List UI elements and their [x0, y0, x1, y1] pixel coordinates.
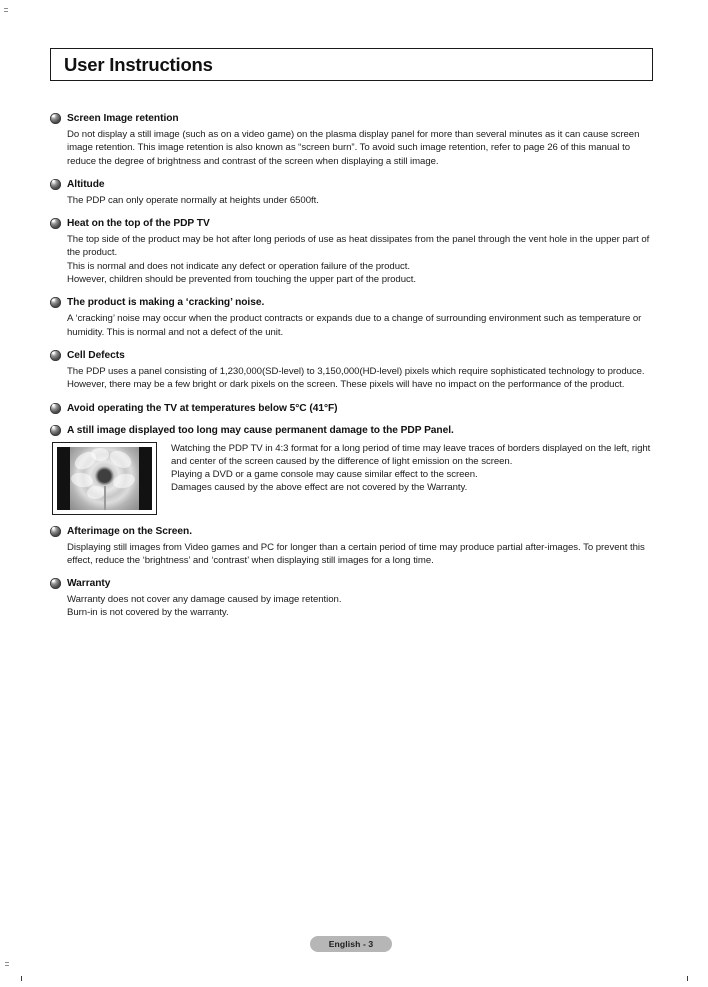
sphere-bullet-icon [50, 526, 61, 537]
section-heading-label: Altitude [67, 178, 105, 190]
section-cracking-noise [50, 296, 653, 339]
section-heading [50, 577, 653, 590]
body-line: The PDP can only operate normally at heights under 6500ft. [67, 194, 319, 206]
section-heading [50, 112, 653, 125]
section-heading [50, 217, 653, 230]
section-body [50, 365, 653, 392]
page-footer-label: English - 3 [328, 939, 374, 949]
petal-shape [106, 447, 134, 471]
section-heat-on-top [50, 217, 653, 286]
page-footer-badge [310, 936, 392, 952]
pillarbox-bar-right [139, 447, 152, 510]
section-heading-label: A still image displayed too long may cause permanent damage to the PDP Panel. [67, 424, 454, 436]
body-line: However, children should be prevented from touching the upper part of the product. [67, 274, 416, 286]
body-line: Playing a DVD or a game console may cause similar effect to the screen. [171, 469, 478, 481]
sphere-bullet-icon [50, 425, 61, 436]
sphere-bullet-icon [50, 350, 61, 361]
petal-shape [90, 448, 108, 461]
section-body [50, 312, 653, 339]
sphere-bullet-icon [50, 218, 61, 229]
body-line: Warranty does not cover any damage caused by image retention. [67, 594, 342, 606]
crop-mark-top-left-secondary [4, 11, 8, 12]
body-line: The PDP uses a panel consisting of 1,230,000(SD-level) to 3,150,000(HD-level) pixels which require sophisticated technology to produce. However, there may be a few bright or dark pixels on the screen. These pixels will have no impact on the performance of the product. [67, 365, 645, 391]
crop-mark-top-left [4, 8, 8, 9]
sphere-bullet-icon [50, 113, 61, 124]
sunflower-photo [70, 447, 139, 510]
sphere-bullet-icon [50, 403, 61, 414]
page-title: User Instructions [64, 53, 213, 75]
stem-shape [104, 486, 107, 510]
instructions-content [50, 112, 653, 630]
tv-screen-inner [56, 446, 153, 511]
section-altitude [50, 178, 653, 207]
section-afterimage [50, 525, 653, 568]
sphere-bullet-icon [50, 297, 61, 308]
body-line: Damages caused by the above effect are not covered by the Warranty. [171, 482, 468, 494]
section-heading-label: Afterimage on the Screen. [67, 525, 192, 537]
sphere-bullet-icon [50, 578, 61, 589]
petal-shape [86, 484, 106, 499]
section-body [50, 233, 653, 286]
section-low-temperature-warning [50, 402, 653, 415]
figure-caption-text [157, 442, 653, 495]
body-line: Displaying still images from Video games and PC for longer than a certain period of time may produce partial after-images. To prevent this effect, reduce the ‘brightness’ and ‘contrast’ when displaying still images for a long time. [67, 541, 645, 566]
tv-screen-sunflower-image [52, 442, 157, 515]
body-line: A ‘cracking’ noise may occur when the product contracts or expands due to a change of surrounding environment such as temperature or humidity. This is normal and not a defect of the unit. [67, 313, 642, 338]
section-heading [50, 402, 653, 415]
body-line: This is normal and does not indicate any defect or operation failure of the product. [67, 260, 410, 272]
section-heading [50, 178, 653, 191]
petal-shape [111, 472, 136, 491]
section-screen-image-retention [50, 112, 653, 168]
figure-row [50, 442, 653, 515]
section-heading-label: Heat on the top of the PDP TV [67, 218, 210, 230]
section-heading [50, 525, 653, 538]
body-line: The top side of the product may be hot after long periods of use as heat dissipates from the panel through the vent hole in the upper part of the product. [67, 234, 650, 259]
section-still-image-damage [50, 424, 653, 515]
section-heading-label: Avoid operating the TV at temperatures below 5°C (41°F) [67, 402, 338, 414]
section-body [50, 593, 653, 620]
section-heading-label: The product is making a ‘cracking’ noise. [67, 297, 265, 309]
page-title-box [50, 48, 653, 81]
crop-mark-bottom-right-tick [687, 976, 688, 981]
section-cell-defects [50, 349, 653, 392]
section-body [50, 541, 653, 568]
crop-mark-bottom-left-secondary [5, 965, 9, 966]
section-heading [50, 296, 653, 309]
body-line: Watching the PDP TV in 4:3 format for a long period of time may leave traces of borders displayed on the left, right and center of the screen caused by the difference of light emission on the screen. [171, 442, 651, 467]
section-body [50, 194, 653, 207]
crop-mark-bottom-left [5, 962, 9, 963]
section-heading [50, 424, 653, 437]
section-heading-label: Cell Defects [67, 349, 125, 361]
sphere-bullet-icon [50, 179, 61, 190]
body-line: Burn-in is not covered by the warranty. [67, 607, 229, 619]
body-line: Do not display a still image (such as on a video game) on the plasma display panel for more than several minutes as it can cause screen image retention. This image retention is also known as “screen burn”. To avoid such image retention, refer to page 26 of this manual to reduce the degree of brightness and contrast of the screen when displaying a still image. [67, 129, 640, 167]
crop-mark-bottom-left-tick [21, 976, 22, 981]
section-heading-label: Warranty [67, 578, 111, 590]
section-body [50, 128, 653, 168]
section-heading-label: Screen Image retention [67, 113, 179, 124]
section-warranty [50, 577, 653, 620]
section-heading [50, 349, 653, 362]
pillarbox-bar-left [57, 447, 70, 510]
